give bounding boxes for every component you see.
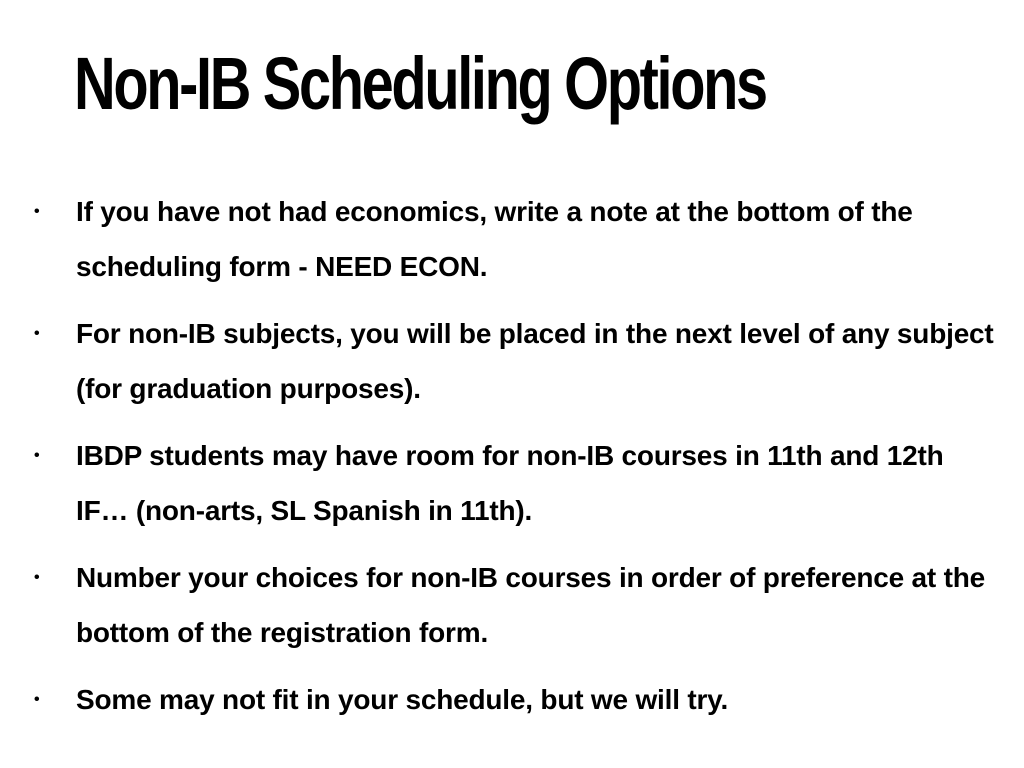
- bullet-icon: •: [34, 691, 40, 708]
- bullet-item: [34, 184, 994, 294]
- bullet-item: [34, 672, 994, 727]
- bullet-list: [34, 184, 994, 739]
- bullet-text: IBDP students may have room for non-IB courses in 11th and 12th IF… (non-arts, SL Spanish in 11th).: [76, 440, 944, 526]
- bullet-icon: •: [34, 447, 40, 464]
- bullet-text: Number your choices for non-IB courses in order of preference at the bottom of the registration form.: [76, 562, 986, 648]
- bullet-item: [34, 306, 994, 416]
- bullet-icon: •: [34, 569, 40, 586]
- bullet-icon: •: [34, 203, 40, 220]
- bullet-text: Some may not fit in your schedule, but we will try.: [76, 684, 729, 715]
- bullet-text: For non-IB subjects, you will be placed in the next level of any subject (for graduation purposes).: [76, 318, 994, 404]
- bullet-icon: •: [34, 325, 40, 342]
- slide-title: Non-IB Scheduling Options: [74, 42, 766, 125]
- bullet-item: [34, 550, 994, 660]
- bullet-item: [34, 428, 994, 538]
- bullet-text: If you have not had economics, write a note at the bottom of the scheduling form - NEED ECON.: [76, 196, 913, 282]
